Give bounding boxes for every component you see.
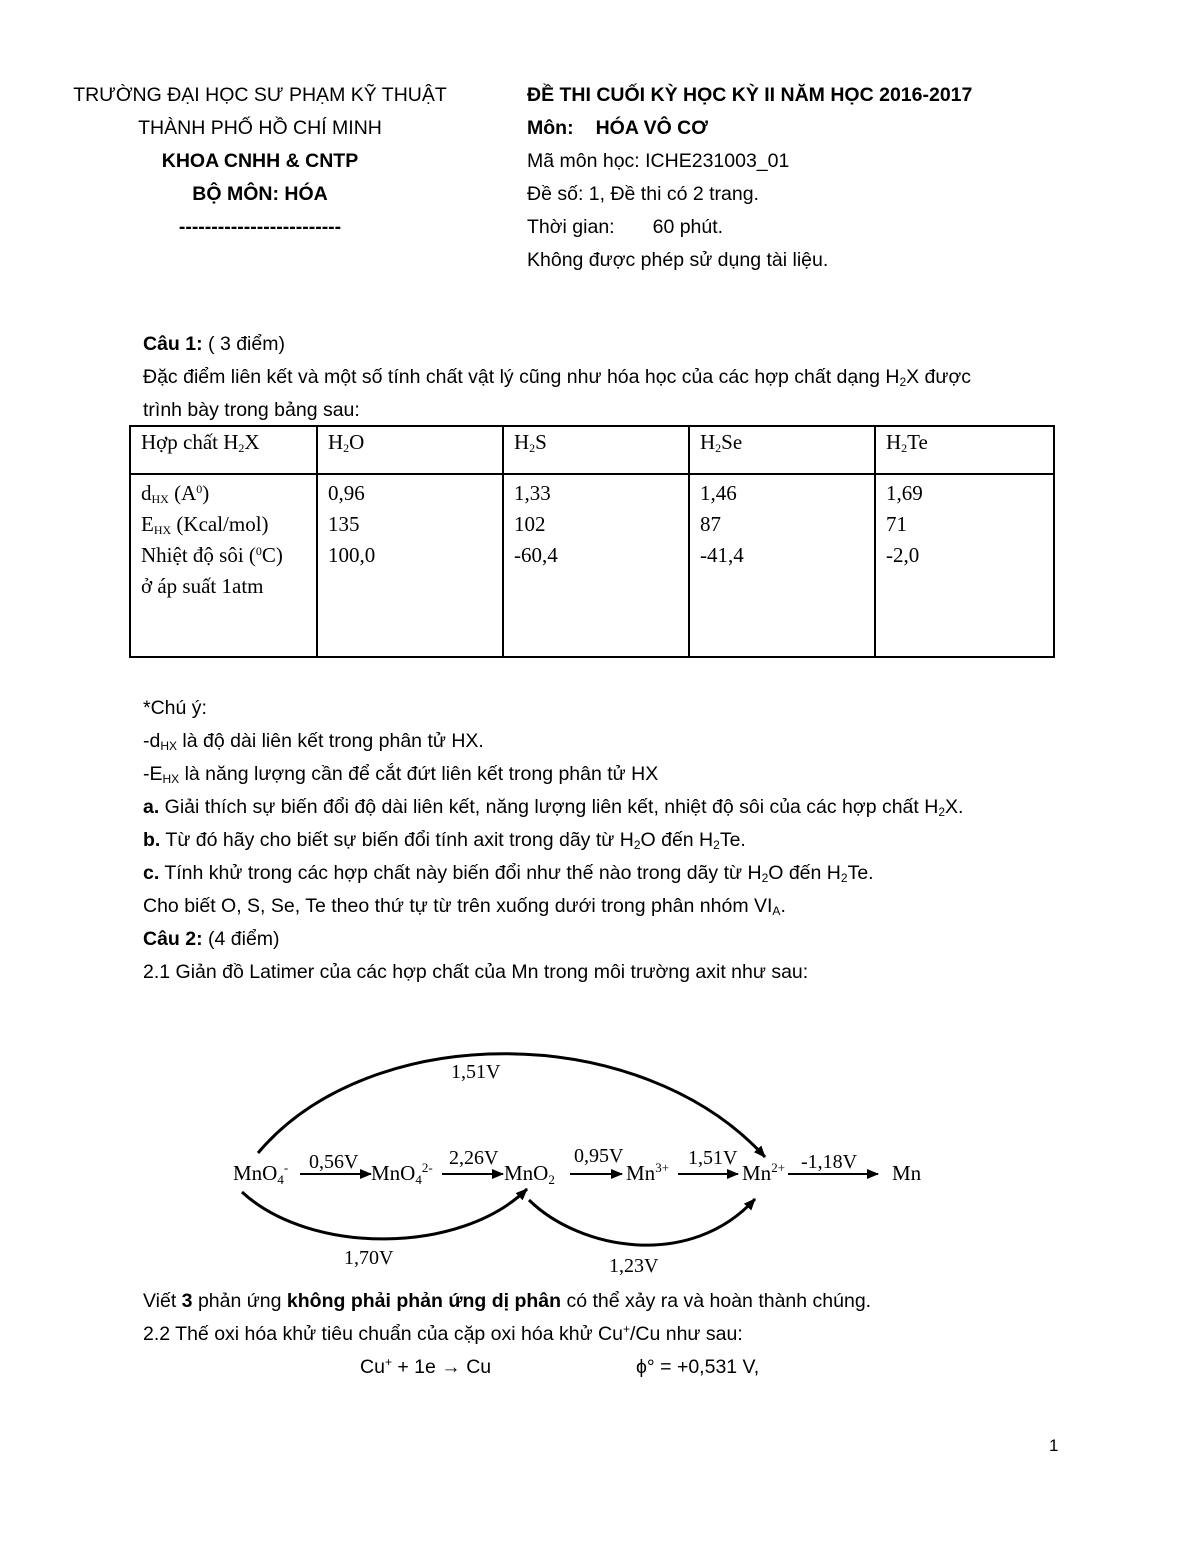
species-mn3plus: $Mn^{3+}$ xyxy=(626,1160,670,1185)
step-label-2: 2,26V xyxy=(449,1147,499,1169)
arc-bottom-right-label: 1,23V xyxy=(609,1255,659,1277)
step-label-1: 0,56V xyxy=(309,1151,359,1173)
q1-title: Câu 1: xyxy=(143,333,203,355)
q2-instruction: Viết 3 phản ứng không phải phản ứng dị phân có thể xảy ra và hoàn thành chúng. xyxy=(143,1290,872,1312)
table-cell-h2o: 0,96 135 100,0 xyxy=(317,474,503,657)
q2-title: Câu 2: xyxy=(143,928,203,950)
course-code: Mã môn học: ICHE231003_01 xyxy=(527,150,790,172)
step-label-3: 0,95V xyxy=(574,1145,624,1167)
step-label-5: -1,18V xyxy=(801,1151,858,1173)
standard-potential: ϕ° = +0,531 V, xyxy=(636,1356,760,1378)
school-name-line2: THÀNH PHỐ HỒ CHÍ MINH xyxy=(138,117,382,139)
q1-heading xyxy=(143,333,285,356)
time-label: Thời gian: xyxy=(527,216,615,238)
q1-part-a: a. Giải thích sự biến đổi độ dài liên kết, năng lượng liên kết, nhiệt độ sôi của các hợp chất $H_2X$. xyxy=(143,796,964,819)
q2-heading xyxy=(143,928,280,951)
table-header-h2o: $H_2O$ xyxy=(317,426,503,474)
subject-line xyxy=(527,117,708,140)
table-header-h2s: $H_2S$ xyxy=(503,426,689,474)
species-mno2: MnO2 xyxy=(504,1161,555,1187)
no-materials-note: Không được phép sử dụng tài liệu. xyxy=(527,249,829,271)
label-bond-length: $d_{HX}$ $(A^0)$ xyxy=(141,481,210,506)
table-cell-h2se: 1,46 87 -41,4 xyxy=(689,474,875,657)
table-header-label: Hợp chất $H_2X$ xyxy=(130,426,317,474)
q2-2-text: 2.2 Thế oxi hóa khử tiêu chuẩn của cặp oxi hóa khử Cu+/Cu như sau: xyxy=(143,1322,743,1345)
subject-label: Môn: xyxy=(527,117,574,139)
table-cell-h2s: 1,33 102 -60,4 xyxy=(503,474,689,657)
subject-value: HÓA VÔ CƠ xyxy=(595,117,708,139)
department-name: BỘ MÔN: HÓA xyxy=(192,183,328,205)
latimer-diagram xyxy=(220,1040,980,1285)
table-cell-h2te: 1,69 71 -2,0 xyxy=(875,474,1054,657)
faculty-name: KHOA CNHH & CNTP xyxy=(161,150,359,172)
school-name-line1: TRƯỜNG ĐẠI HỌC SƯ PHẠM KỸ THUẬT xyxy=(73,84,447,106)
half-reaction: Cu+ + 1e → Cu xyxy=(360,1355,492,1378)
header-divider: ------------------------- xyxy=(178,216,342,238)
q1-intro xyxy=(143,366,971,389)
note-bond-length: $-d_{HX}$ là độ dài liên kết trong phân tử HX. xyxy=(143,730,484,753)
arc-bottom-left xyxy=(242,1189,527,1239)
q1-intro-line2: trình bày trong bảng sau: xyxy=(143,399,360,421)
q1-given: Cho biết O, S, Se, Te theo thứ tự từ trên xuống dưới trong phân nhóm $VI_A$. xyxy=(143,895,786,918)
compound-table xyxy=(129,425,1055,658)
q1-part-c: c. Tính khử trong các hợp chất này biến đổi như thế nào trong dãy từ $H_2O$ đến $H_2Te$. xyxy=(143,862,874,885)
q2-1-text: 2.1 Giản đồ Latimer của các hợp chất của Mn trong môi trường axit như sau: xyxy=(143,961,809,983)
exam-number: Đề số: 1, Đề thi có 2 trang. xyxy=(527,183,759,205)
species-mn2plus: $Mn^{2+}$ xyxy=(742,1160,786,1185)
arc-bottom-right xyxy=(529,1199,755,1245)
table-row-labels xyxy=(130,474,317,657)
q1-intro-text: Đặc điểm liên kết và một số tính chất vật lý cũng như hóa học của các hợp chất dạng H xyxy=(143,366,900,388)
q1-part-b: b. Từ đó hãy cho biết sự biến đổi tính axit trong dãy từ $H_2O$ đến $H_2Te$. xyxy=(143,829,746,852)
q1-intro-sub: 2 xyxy=(899,375,907,389)
time-value: 60 phút. xyxy=(652,216,724,238)
table-header-h2te: $H_2Te$ xyxy=(875,426,1054,474)
species-mn: Mn xyxy=(892,1161,922,1185)
label-pressure: ở áp suất 1atm xyxy=(141,574,264,598)
table-row xyxy=(130,474,1054,657)
note-title: *Chú ý: xyxy=(143,697,207,719)
arc-top-label: 1,51V xyxy=(451,1061,501,1083)
time-line xyxy=(527,216,723,239)
q2-points: (4 điểm) xyxy=(202,928,280,950)
note-bond-energy: $-E_{HX}$ là năng lượng cần để cắt đứt liên kết trong phân tử HX xyxy=(143,763,659,786)
table-header-h2se: $H_2Se$ xyxy=(689,426,875,474)
page-number: 1 xyxy=(1049,1436,1059,1455)
q1-points: ( 3 điểm) xyxy=(202,333,285,355)
q1-intro-end: X được xyxy=(906,366,971,388)
arc-top xyxy=(258,1054,765,1157)
species-mno4-minus: MnO4- xyxy=(233,1160,289,1187)
label-boiling-point: Nhiệt độ sôi ($^0$C) xyxy=(141,543,283,567)
step-label-4: 1,51V xyxy=(688,1147,738,1169)
label-bond-energy: $E_{HX}$ (Kcal/mol) xyxy=(141,512,269,537)
exam-title: ĐỀ THI CUỐI KỲ HỌC KỲ II NĂM HỌC 2016-2017 xyxy=(527,84,973,106)
arc-bottom-left-label: 1,70V xyxy=(344,1247,394,1269)
table-header-row xyxy=(130,426,1054,474)
species-mno4-2minus: $MnO4^{2-}$ xyxy=(371,1160,433,1187)
